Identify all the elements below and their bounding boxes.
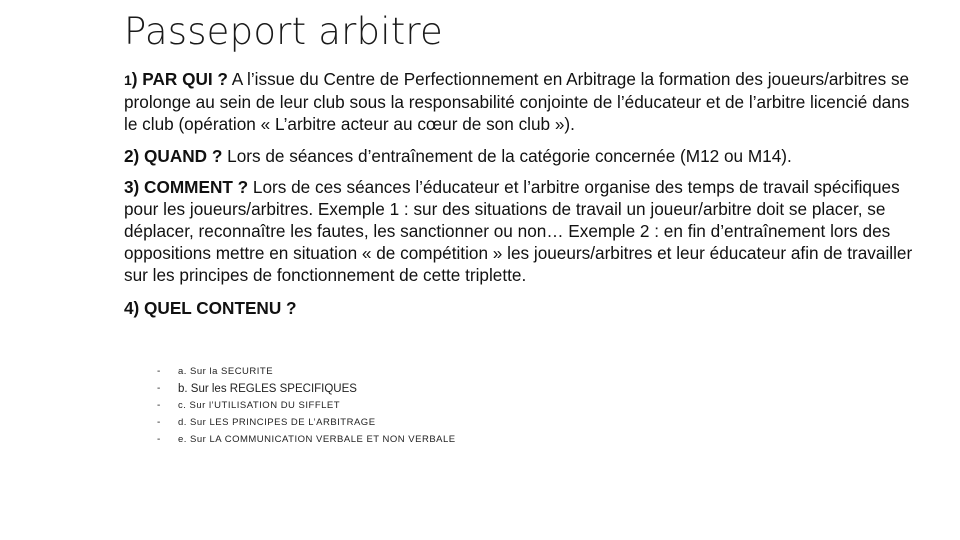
section-par-qui-label: 1) PAR QUI ? — [124, 69, 228, 89]
section-par-qui — [124, 68, 914, 135]
content-list-item-text: a. Sur la SECURITE — [178, 366, 274, 377]
section-par-qui-number: 1 — [124, 72, 132, 88]
dash-bullet: - — [157, 366, 161, 377]
section-comment-text: Lors de ces séances l’éducateur et l’arbitre organise des temps de travail spécifiques pour les joueurs/arbitres. Exemple 1 : sur des situations de travail un joueur/arbitre doit se placer, se déplacer, reconnaître les fautes, les sanctionner ou non… Exemple 2 : en fin d’entraînement lors des oppositions mettre en situation « de compétition » les joueurs/arbitres et leur éducateur afin de travailler sur les principes de fonctionnement de cette triplette. — [124, 177, 913, 285]
section-quel-contenu-heading: 4) QUEL CONTENU ? — [124, 298, 297, 318]
content-list-item-text: e. Sur LA COMMUNICATION VERBALE ET NON VERBALE — [178, 434, 456, 445]
slide-body — [124, 68, 914, 329]
content-list-item — [157, 380, 577, 397]
dash-bullet: - — [157, 434, 161, 445]
dash-bullet: - — [157, 383, 161, 394]
content-list-item — [157, 431, 577, 448]
content-list-item-text: c. Sur l’UTILISATION DU SIFFLET — [178, 400, 341, 411]
content-list — [157, 363, 577, 448]
content-list-item-text: b. Sur les REGLES SPECIFIQUES — [178, 382, 357, 395]
section-comment-label: 3) COMMENT ? — [124, 177, 249, 197]
section-quand — [124, 145, 914, 167]
section-par-qui-text: A l’issue du Centre de Perfectionnement en Arbitrage la formation des joueurs/arbitres se prolonge au sein de leur club sous la responsabilité conjointe de l’éducateur et de l’arbitre licencié dans le club (opération « L’arbitre acteur au cœur de son club »). — [124, 69, 910, 134]
content-list-item-text: d. Sur LES PRINCIPES DE L’ARBITRAGE — [178, 417, 376, 428]
dash-bullet: - — [157, 417, 161, 428]
content-list-item — [157, 397, 577, 414]
content-list-item — [157, 414, 577, 431]
content-list-item — [157, 363, 577, 380]
dash-bullet: - — [157, 400, 161, 411]
section-quand-text: Lors de séances d’entraînement de la catégorie concernée (M12 ou M14). — [222, 146, 792, 166]
section-quand-label: 2) QUAND ? — [124, 146, 223, 166]
slide-title: Passeport arbitre — [124, 10, 443, 53]
section-comment — [124, 176, 914, 286]
